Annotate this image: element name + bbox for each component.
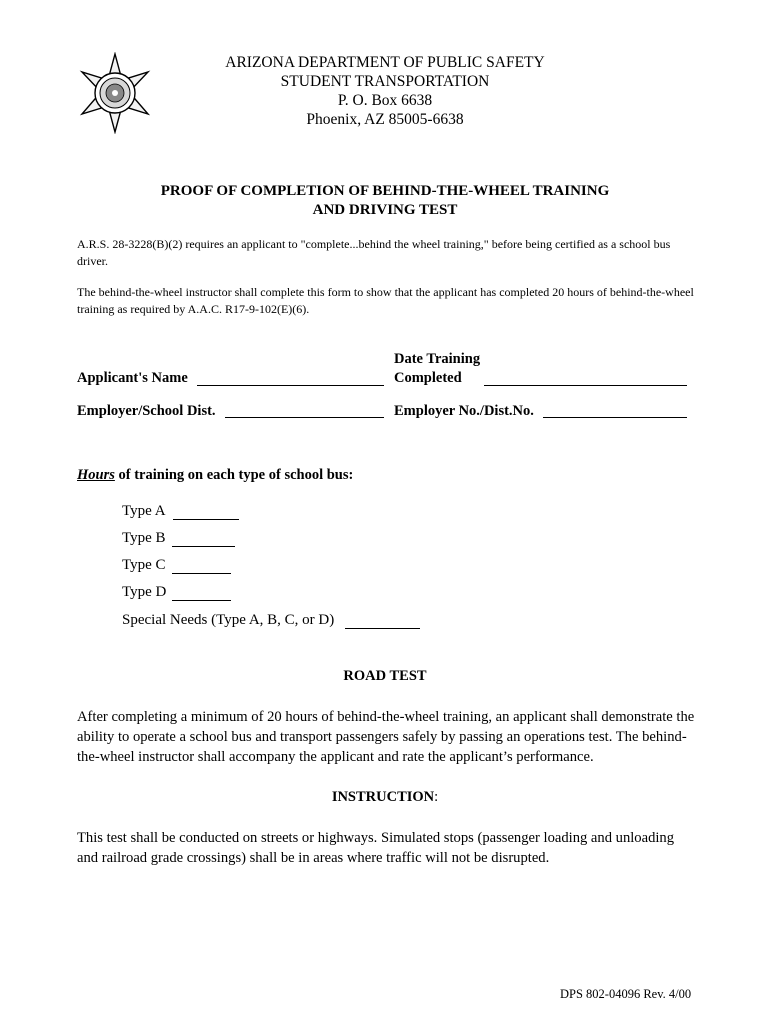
bus-type-d-label: Type D [122, 584, 167, 600]
page-title-line2: AND DRIVING TEST [312, 202, 458, 218]
road-test-heading: ROAD TEST [343, 668, 427, 684]
intro-statute: A.R.S. 28-3228(B)(2) requires an applicant to "complete...behind the wheel training," before being certified as a school bus driver. [77, 237, 671, 268]
header-po-box: P. O. Box 6638 [337, 92, 433, 109]
bus-type-b-label: Type B [122, 530, 166, 546]
bus-type-a-field[interactable] [173, 518, 239, 520]
applicant-name-field[interactable] [197, 384, 384, 386]
bus-type-d-field[interactable] [172, 599, 231, 601]
employer-no-label: Employer No./Dist.No. [394, 403, 534, 419]
hours-heading-text: of training on each type of school bus: [114, 467, 354, 483]
instruction-heading [0, 789, 770, 806]
special-needs-label: Special Needs (Type A, B, C, or D) [122, 612, 335, 628]
road-test-text: After completing a minimum of 20 hours of behind-the-wheel training, an applicant shall demonstrate the ability to operate a school bus and transport passengers safely by passing an operations test. The behind-the-wheel instructor shall accompany the applicant and rate the applicant’s performance. [77, 709, 695, 765]
employer-label: Employer/School Dist. [77, 403, 216, 419]
employer-no-field[interactable] [543, 416, 687, 418]
bus-type-a-label: Type A [122, 503, 166, 519]
header-city: Phoenix, AZ 85005-6638 [306, 111, 464, 128]
page-title: PROOF OF COMPLETION OF BEHIND-THE-WHEEL TRAINING [160, 183, 610, 199]
date-training-label: Date Training [394, 351, 481, 367]
instruction-heading-text: INSTRUCTION [331, 789, 435, 805]
form-number: DPS 802-04096 Rev. 4/00 [560, 987, 692, 1001]
header-division: STUDENT TRANSPORTATION [280, 73, 490, 90]
hours-heading [77, 467, 353, 484]
date-completed-label: Completed [394, 370, 462, 386]
bus-type-c-field[interactable] [172, 572, 231, 574]
bus-type-c-label: Type C [122, 557, 166, 573]
instruction-heading-colon: : [434, 789, 439, 805]
header-agency: ARIZONA DEPARTMENT OF PUBLIC SAFETY [225, 54, 545, 71]
hours-heading-emphasis: Hours [77, 467, 115, 483]
intro-instructions: The behind-the-wheel instructor shall complete this form to show that the applicant has completed 20 hours of behind-the-wheel training as required by A.A.C. R17-9-102(E)(6). [77, 285, 694, 316]
special-needs-field[interactable] [345, 627, 420, 629]
applicant-name-label: Applicant's Name [77, 370, 188, 386]
bus-type-b-field[interactable] [172, 545, 235, 547]
instruction-text: This test shall be conducted on streets or highways. Simulated stops (passenger loading and unloading and railroad grade crossings) shall be in areas where traffic will not be disrupted. [77, 830, 675, 866]
date-completed-field[interactable] [484, 384, 687, 386]
employer-field[interactable] [225, 416, 384, 418]
